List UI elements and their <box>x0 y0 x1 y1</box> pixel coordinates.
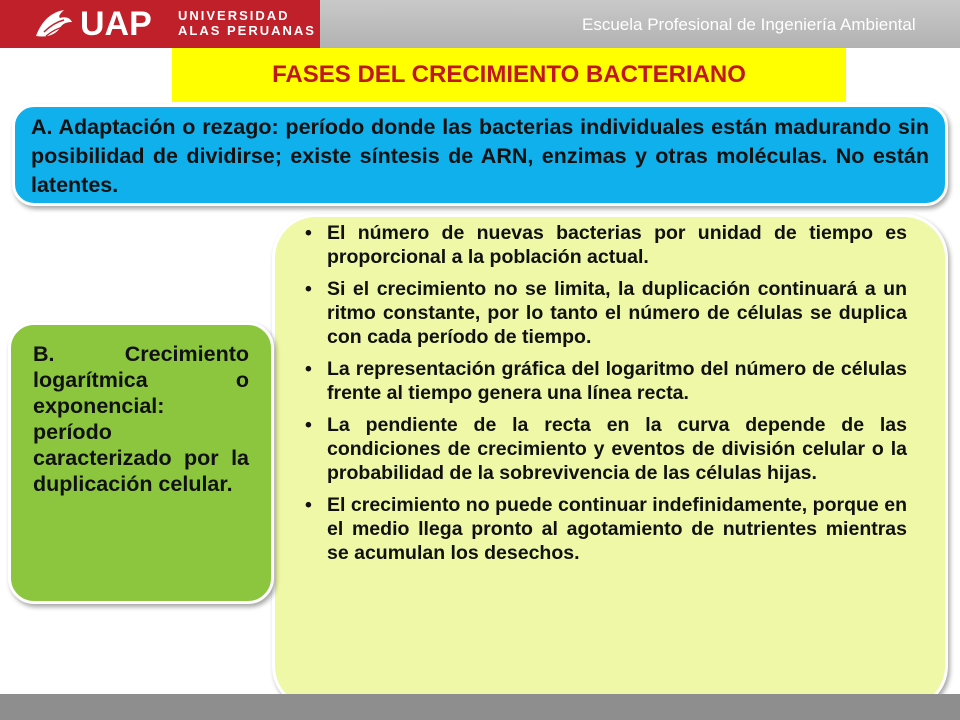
list-item <box>305 277 907 349</box>
list-item <box>305 357 907 405</box>
logo-line-1: UNIVERSIDAD <box>178 8 290 23</box>
logo-line-2: ALAS PERUANAS <box>178 23 316 38</box>
bullet-text: Si el crecimiento no se limita, la duplicación continuará a un ritmo constante, por lo tanto el número de células se duplica con cada período de tiempo. <box>327 278 907 348</box>
bullet-text: La representación gráfica del logaritmo del número de células frente al tiempo genera una línea recta. <box>327 358 907 404</box>
title-banner <box>172 48 846 102</box>
list-item <box>305 413 907 485</box>
footer-bar <box>0 694 960 720</box>
bullet-text: El crecimiento no puede continuar indefinidamente, porque en el medio llega pronto al agotamiento de nutrientes mientras se acumulan los desechos. <box>327 494 907 564</box>
phase-b-text: B. Crecimiento logarítmica o exponencial: período caracterizado por la duplicación celular. <box>33 342 249 496</box>
school-name: Escuela Profesional de Ingeniería Ambiental <box>582 15 916 34</box>
phase-a-text: A. Adaptación o rezago: período donde las bacterias individuales están madurando sin posibilidad de dividirse; existe síntesis de ARN, enzimas y otras moléculas. No están latentes. <box>31 115 929 197</box>
phase-b-details-box <box>272 214 948 710</box>
bullet-icon: • <box>305 494 312 516</box>
page-title: FASES DEL CRECIMIENTO BACTERIANO <box>272 61 746 88</box>
logo-uap-text: UAP <box>80 5 152 43</box>
eagle-logo-icon <box>34 6 74 42</box>
list-item <box>305 493 907 565</box>
phase-b-box <box>8 322 274 604</box>
bullet-text: La pendiente de la recta en la curva depende de las condiciones de crecimiento y eventos de división celular o la probabilidad de la sobrevivencia de las células hijas. <box>327 414 907 484</box>
bullet-icon: • <box>305 222 312 244</box>
bullet-text: El número de nuevas bacterias por unidad de tiempo es proporcional a la población actual. <box>327 222 907 268</box>
bullet-icon: • <box>305 358 312 380</box>
phase-a-box <box>12 104 948 206</box>
list-item <box>305 221 907 269</box>
logo-university-name <box>178 8 316 38</box>
phase-b-bullet-list <box>305 221 907 565</box>
university-logo <box>0 0 320 48</box>
header-bar <box>0 0 960 48</box>
bullet-icon: • <box>305 414 312 436</box>
bullet-icon: • <box>305 278 312 300</box>
